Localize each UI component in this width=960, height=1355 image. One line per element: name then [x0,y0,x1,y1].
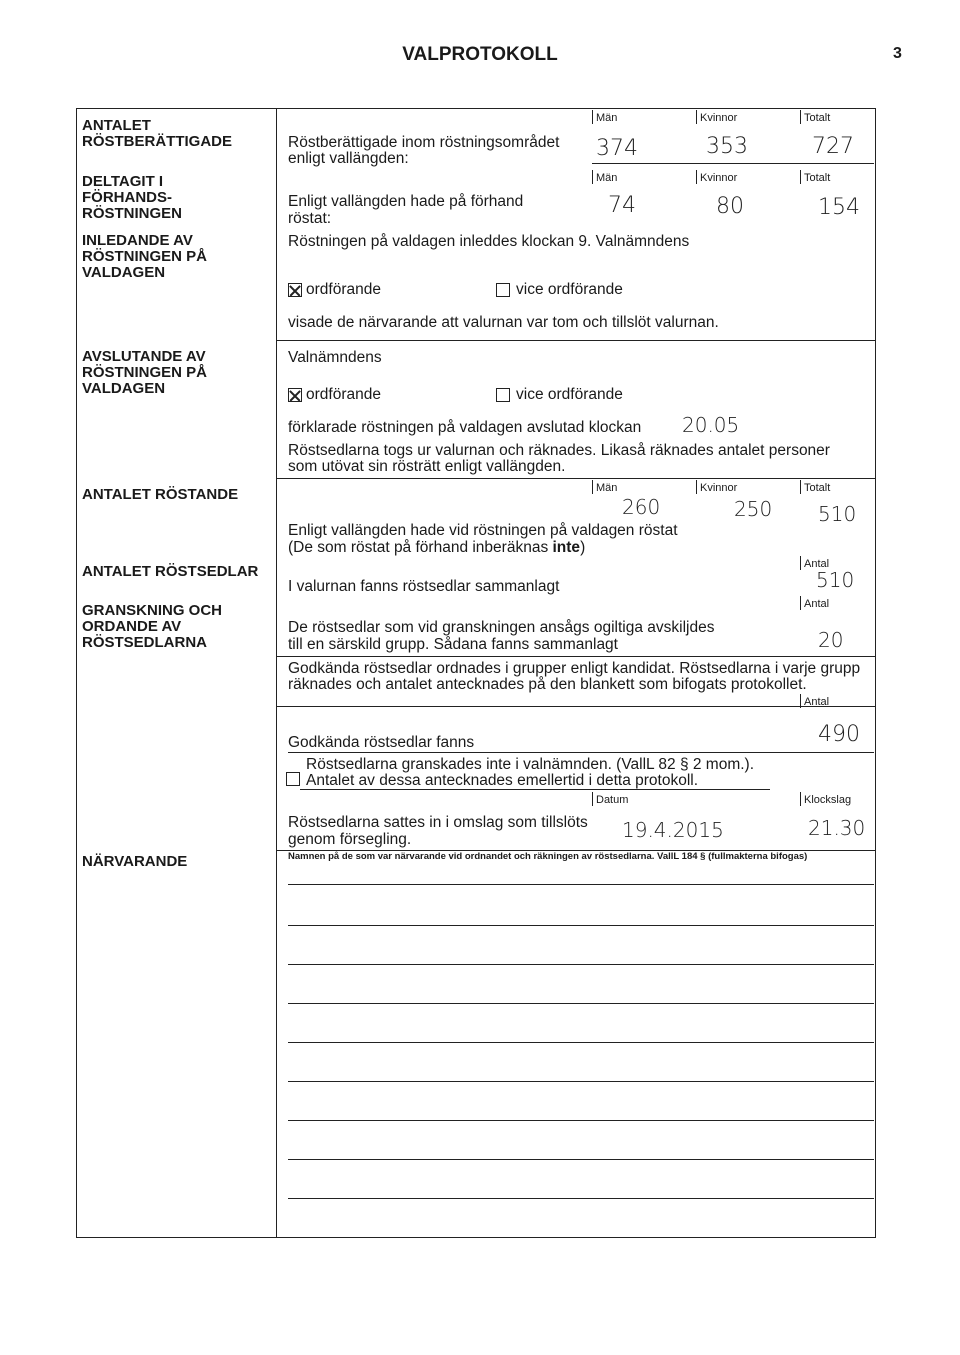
label-kvinnor: Kvinnor [700,112,738,124]
forhand-kvinnor-value: 80 [716,194,744,219]
forhand-text-2: röstat: [288,210,332,227]
section-antalet-rostsedlar: ANTALET RÖSTSEDLAR [82,563,259,580]
divider-after-avslutande [276,478,876,479]
label-klockslag: Klockslag [804,794,852,806]
col-divider [592,110,593,124]
col-divider [592,792,593,806]
col-divider [696,170,697,184]
label-totalt: Totalt [804,112,831,124]
avslutande-counted-1: Röstsedlarna togs ur valurnan och räknades. Likaså räknades antalet personer [288,442,830,459]
forsegling-datum-value: 19.4.2015 [622,818,724,842]
rostande-text-2: (De som röstat på förhand inberäknas inte) [288,539,586,556]
narvarande-line [288,925,874,926]
section-granskning: GRANSKNING OCH ORDANDE AV RÖSTSEDLARNA [82,602,223,651]
col-divider [800,792,801,806]
label-antal: Antal [804,598,830,610]
inledande-closing-text: visade de närvarande att valurnan var tom och tillslöt valurnan. [288,314,719,331]
granskades-text-2: Antalet av dessa antecknades emellertid i detta protokoll. [306,772,699,789]
avslutande-declared-text: förklarade röstningen på valdagen avslutad klockan [288,419,642,436]
godkanda-text: Godkända röstsedlar fanns [288,734,475,751]
inledande-ordforande-label: ordförande [306,281,381,298]
label-datum: Datum [596,794,629,806]
rostande-man-value: 260 [622,495,661,519]
avslutande-time: 20.05 [682,413,740,437]
answer-line [288,752,874,753]
narvarande-line [288,964,874,965]
ogiltiga-text-1: De röstsedlar som vid granskningen ansågs ogiltiga avskiljdes [288,619,715,636]
forhand-text-1: Enligt vallängden hade på förhand [288,193,524,210]
label-antal: Antal [804,558,830,570]
rostberattigade-kvinnor-value: 353 [706,134,748,159]
rostberattigade-man-value: 374 [596,136,638,161]
label-man: Män [596,112,618,124]
inledande-vice-label: vice ordförande [516,281,623,298]
narvarande-line [288,1159,874,1160]
col-divider [800,170,801,184]
divider-after-ogiltiga [276,656,876,657]
narvarande-line [288,884,874,885]
label-antal: Antal [804,696,830,708]
section-deltagit-forhandsrostningen: DELTAGIT I FÖRHANDS-RÖSTNINGEN [82,173,183,222]
avslutande-vice-checkbox[interactable] [496,388,510,402]
col-divider [800,596,801,610]
label-kvinnor: Kvinnor [700,482,738,494]
section-narvarande: NÄRVARANDE [82,853,188,870]
col-divider [696,480,697,494]
col-divider [800,110,801,124]
rostberattigade-text-2: enligt vallängden: [288,150,409,167]
col-divider [800,694,801,708]
avslutande-counted-2: som utövat sin rösträtt enligt vallängden. [288,458,566,475]
forsegling-klockslag-value: 21.30 [808,816,866,840]
label-man: Män [596,482,618,494]
avslutande-vice-label: vice ordförande [516,386,623,403]
answer-line [592,163,874,164]
narvarande-line [288,1042,874,1043]
rostsedlar-antal-value: 510 [816,568,855,592]
avslutande-ordforande-label: ordförande [306,386,381,403]
forhand-totalt-value: 154 [818,195,860,220]
section-avslutande: AVSLUTANDE AV RÖSTNINGEN PÅ VALDAGEN [82,348,208,397]
rostberattigade-text-1: Röstberättigade inom röstningsområdet [288,134,560,151]
rostande-text-1: Enligt vallängden hade vid röstningen på valdagen röstat [288,522,678,539]
label-totalt: Totalt [804,172,831,184]
ogiltiga-antal-value: 20 [818,628,844,652]
rostsedlar-text: I valurnan fanns röstsedlar sammanlagt [288,578,560,595]
inledande-ordforande-checkbox[interactable] [288,283,302,297]
answer-line [300,789,770,790]
label-man: Män [596,172,618,184]
rostberattigade-totalt-value: 727 [812,134,854,159]
avslutande-intro: Valnämndens [288,349,382,366]
rostande-kvinnor-value: 250 [734,497,773,521]
narvarande-line [288,1003,874,1004]
narvarande-line [288,1198,874,1199]
label-column-divider [276,108,277,1238]
godkanda-ordnades-1: Godkända röstsedlar ordnades i grupper enligt kandidat. Röstsedlarna i varje grupp [288,660,861,677]
avslutande-ordforande-checkbox[interactable] [288,388,302,402]
col-divider [592,170,593,184]
granskades-text-1: Röstsedlarna granskades inte i valnämnden. (VallL 82 § 2 mom.). [306,756,755,773]
divider-after-godkanda [276,706,876,707]
section-antalet-rostande: ANTALET RÖSTANDE [82,486,239,503]
col-divider [696,110,697,124]
section-antalet-rostberattigade: ANTALET RÖSTBERÄTTIGADE [82,117,232,150]
section-inledande: INLEDANDE AV RÖSTNINGEN PÅ VALDAGEN [82,232,208,281]
granskades-checkbox[interactable] [286,772,300,786]
ogiltiga-text-2: till en särskild grupp. Sådana fanns sammanlagt [288,636,618,653]
page-number: 3 [893,45,902,62]
inledande-text: Röstningen på valdagen inleddes klockan 9. Valnämndens [288,233,690,250]
forsegling-text-2: genom försegling. [288,831,412,848]
narvarande-line [288,1081,874,1082]
divider-after-inledande [276,340,876,341]
col-divider [592,480,593,494]
page-title: VALPROTOKOLL [402,44,558,65]
col-divider [800,480,801,494]
label-totalt: Totalt [804,482,831,494]
forsegling-text-1: Röstsedlarna sattes in i omslag som tillslöts [288,814,588,831]
godkanda-ordnades-2: räknades och antalet antecknades på den blankett som bifogats protokollet. [288,676,807,693]
label-kvinnor: Kvinnor [700,172,738,184]
forhand-man-value: 74 [608,193,636,218]
inledande-vice-checkbox[interactable] [496,283,510,297]
godkanda-antal-value: 490 [818,722,860,747]
narvarande-line [288,1120,874,1121]
col-divider [800,556,801,570]
narvarande-note: Namnen på de som var närvarande vid ordnandet och räkningen av röstsedlarna. VallL 184 § (fullmakterna bifogas) [288,851,808,862]
rostande-totalt-value: 510 [818,502,857,526]
